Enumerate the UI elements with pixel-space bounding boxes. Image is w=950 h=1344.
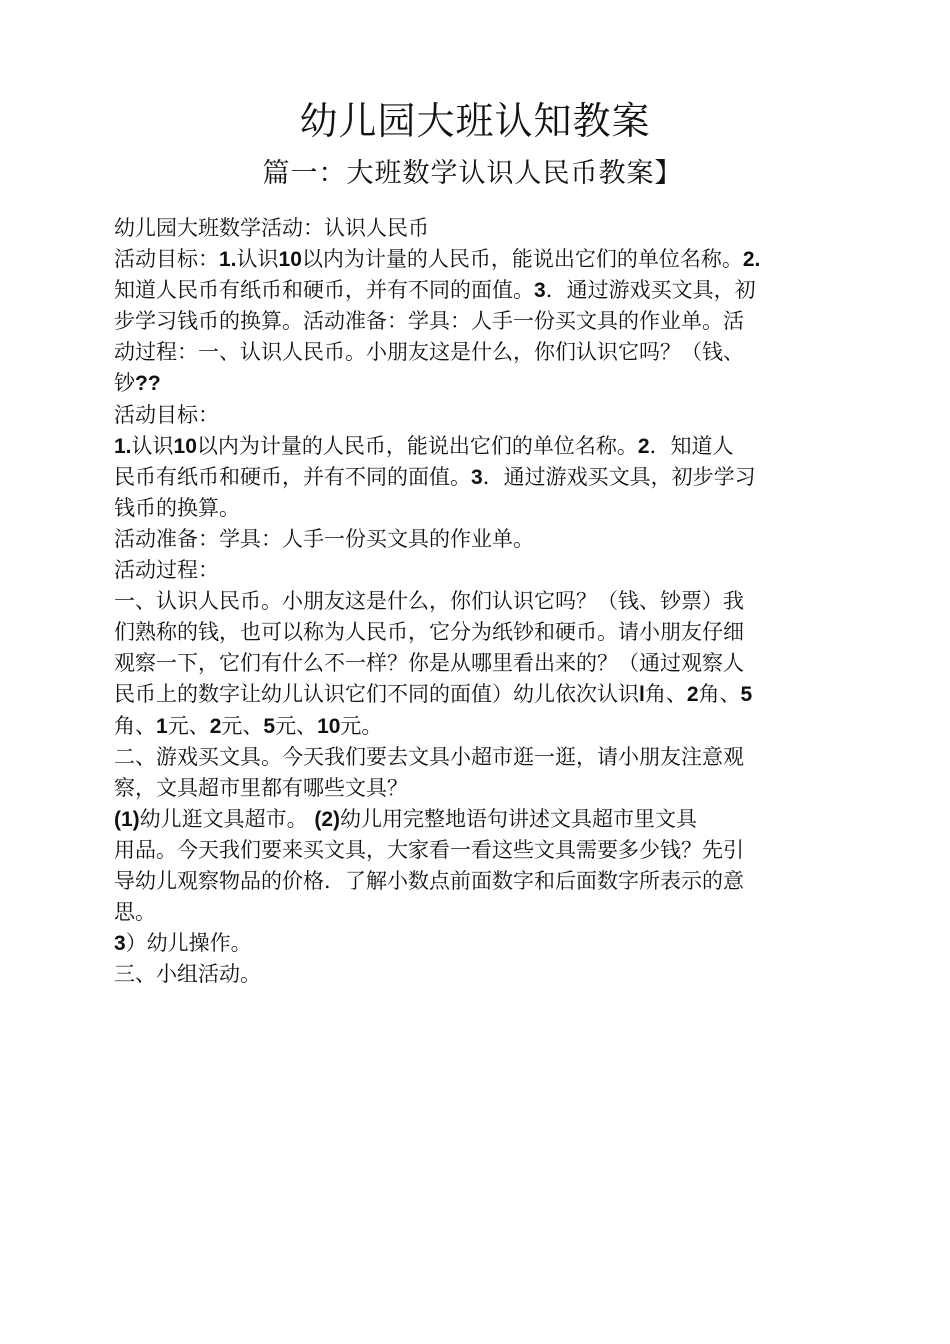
text-line <box>114 400 842 431</box>
text-segment: 活动过程： <box>114 558 219 583</box>
text-segment: 认识 <box>131 433 174 458</box>
text-segment: 用品。今天我们要来买文具，大家看一看这些文具需要多少钱？先引 <box>114 837 744 862</box>
text-number: ?? <box>135 372 161 396</box>
text-line <box>114 275 842 306</box>
text-number: 2 <box>209 714 222 738</box>
text-segment: ．通过游戏买文具，初步学习 <box>482 464 756 489</box>
text-segment: ．通过游戏买文具，初 <box>545 278 756 303</box>
text-number: 10 <box>317 714 341 738</box>
text-segment: 动过程：一、认识人民币。小朋友这是什么，你们认识它吗？（钱、 <box>114 340 744 365</box>
text-line <box>114 617 842 648</box>
text-segment: 民币有纸币和硬币，并有不同的面值。 <box>114 464 471 489</box>
text-number: 2. <box>742 248 761 272</box>
text-number: 1 <box>156 714 168 738</box>
text-segment: 元、 <box>221 713 264 738</box>
text-segment: 活动准备：学具：人手一份买文具的作业单。 <box>114 526 534 551</box>
text-line <box>114 306 842 337</box>
text-line <box>114 742 842 773</box>
text-segment: 角、 <box>114 713 156 738</box>
text-number: 1. <box>219 248 237 272</box>
text-line <box>114 773 842 804</box>
text-segment: 角、 <box>644 682 687 707</box>
text-number: 3 <box>534 279 546 303</box>
text-line <box>114 524 842 555</box>
text-segment: 二、游戏买文具。今天我们要去文具小超市逛一逛，请小朋友注意观 <box>114 744 744 769</box>
text-line <box>114 213 842 244</box>
text-line <box>114 648 842 679</box>
text-segment: 幼儿逛文具超市。 <box>139 806 315 831</box>
text-segment: 幼儿园大班数学活动：认识人民币 <box>114 216 429 240</box>
text-number: 5 <box>740 683 753 707</box>
document-title: 幼儿园大班认知教案 <box>299 99 651 143</box>
text-line <box>114 586 842 617</box>
text-number: 2 <box>686 683 699 707</box>
document-body <box>114 213 842 990</box>
text-number: 5 <box>263 714 276 738</box>
text-segment: 知道人民币有纸币和硬币，并有不同的面值。 <box>114 278 534 303</box>
text-line <box>114 959 842 990</box>
text-segment: 钱币的换算。 <box>114 495 240 520</box>
text-number: (2) <box>314 807 341 831</box>
text-number: 1. <box>114 434 132 458</box>
text-segment: 活动目标： <box>114 247 219 272</box>
text-line <box>114 679 842 710</box>
text-segment: 角、 <box>698 682 741 707</box>
text-segment: 活动目标： <box>114 402 219 427</box>
text-segment: 观察一下，它们有什么不一样？你是从哪里看出来的？（通过观察人 <box>114 651 744 676</box>
text-line <box>114 431 842 462</box>
text-number: 10 <box>278 248 302 272</box>
text-segment: 元。 <box>340 713 383 738</box>
text-number: 3 <box>471 465 483 489</box>
text-segment: 民币上的数字让幼儿认识它们不同的面值）幼儿依次认识 <box>114 682 639 707</box>
text-segment: 们熟称的钱，也可以称为人民币，它分为纸钞和硬币。请小朋友仔细 <box>114 620 744 645</box>
text-number: l <box>639 683 645 707</box>
text-line <box>114 244 842 275</box>
text-segment: 钞 <box>114 371 135 396</box>
text-line <box>114 493 842 524</box>
text-segment: 认识 <box>236 247 279 272</box>
text-segment: 幼儿用完整地语句讲述文具超市里文具 <box>340 806 698 831</box>
text-line <box>114 462 842 493</box>
text-line <box>114 711 842 742</box>
text-segment: 一、认识人民币。小朋友这是什么，你们认识它吗？（钱、钞票）我 <box>114 589 744 614</box>
text-line <box>114 866 842 897</box>
text-segment: 以内为计量的人民币，能说出它们的单位名称。 <box>196 433 638 458</box>
text-line <box>114 928 842 959</box>
text-segment: 三、小组活动。 <box>114 962 261 987</box>
text-number: 10 <box>173 434 197 458</box>
text-line <box>114 804 842 835</box>
text-line <box>114 835 842 866</box>
text-segment: 导幼儿观察物品的价格．了解小数点前面数字和后面数字所表示的意 <box>114 868 744 893</box>
text-line <box>114 337 842 368</box>
text-segment: 元、 <box>167 713 210 738</box>
text-segment: ．知道人 <box>649 433 734 458</box>
text-segment: 思。 <box>114 900 156 925</box>
text-segment: 以内为计量的人民币，能说出它们的单位名称。 <box>301 247 743 272</box>
text-line <box>114 897 842 928</box>
text-segment: 元、 <box>275 713 318 738</box>
text-segment: 步学习钱币的换算。活动准备：学具：人手一份买文具的作业单。活 <box>114 309 744 334</box>
text-number: 3 <box>114 932 126 956</box>
text-number: 2 <box>637 434 650 458</box>
document-subtitle: 篇一：大班数学认识人民币教案】 <box>262 158 683 189</box>
text-segment: ）幼儿操作。 <box>125 931 252 956</box>
text-line <box>114 555 842 586</box>
text-line <box>114 368 842 399</box>
text-number: (1) <box>114 807 140 831</box>
text-segment: 察，文具超市里都有哪些文具？ <box>114 775 408 800</box>
